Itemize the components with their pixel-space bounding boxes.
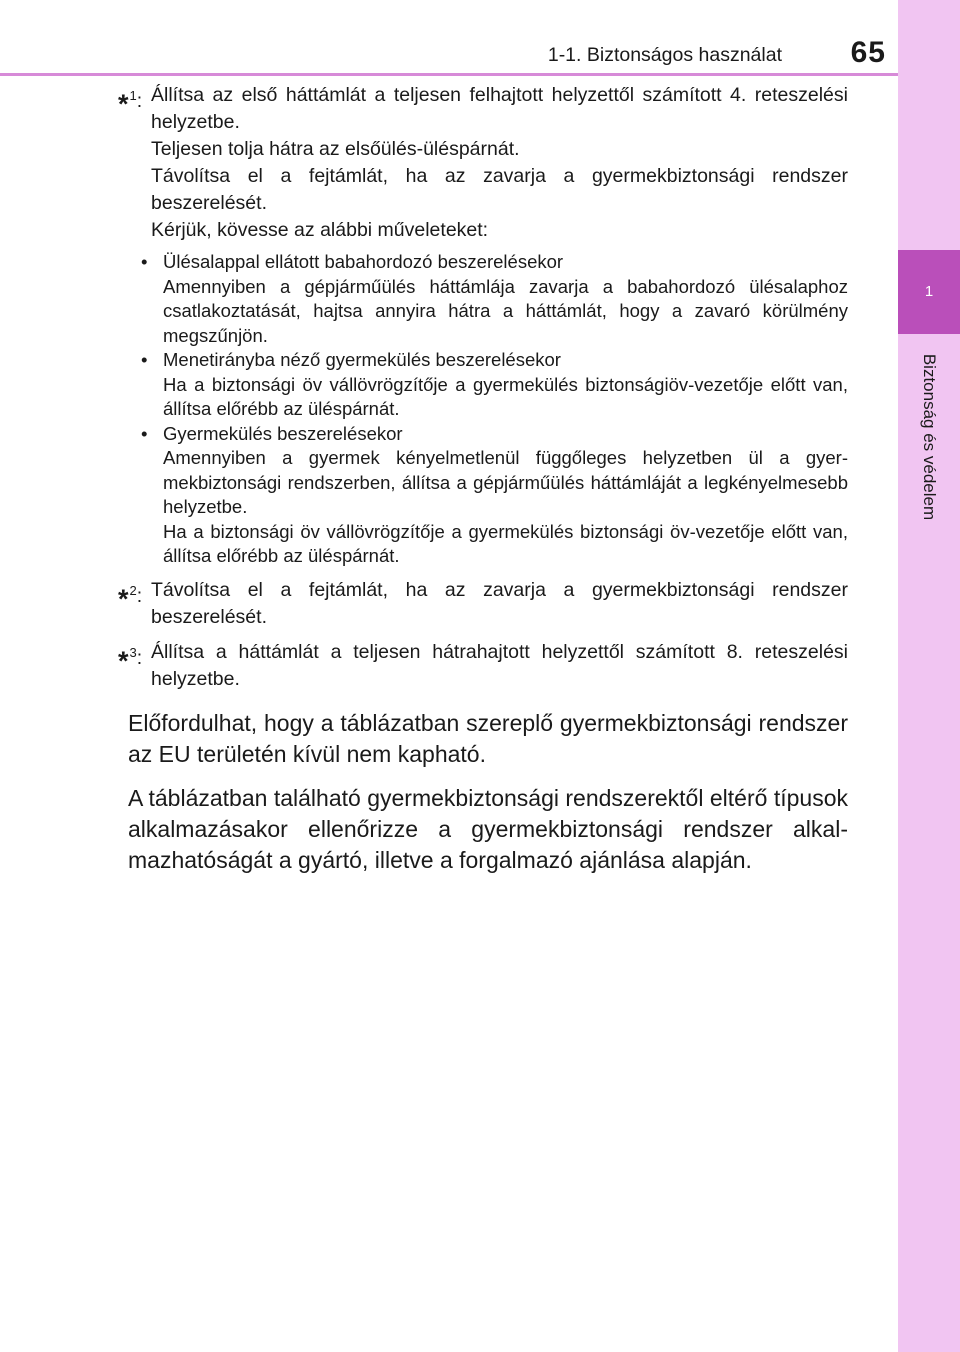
footnote-marker: *$^1$: bbox=[118, 88, 143, 119]
bullet-text: Amennyiben a gépjárműülés háttámlája zavarja a babahordozó ülésalaphoz csatlakoztatását, hajtsa annyira hátra a háttámlát, hogy a zavaró körülmény megszűnjön. bbox=[163, 275, 848, 346]
note-paragraph: Állítsa a háttámlát a teljesen hátrahajtott helyzettől számított 8. reteszelési helyzetbe. bbox=[151, 640, 848, 690]
note-paragraph: Állítsa az első háttámlát a teljesen felhajtott helyzettől számított 4. reteszelési helyzetbe. bbox=[151, 84, 848, 133]
note-paragraph: Távolítsa el a fejtámlát, ha az zavarja a gyermekbiztonsági rendszer beszerelését. bbox=[151, 165, 848, 214]
bullet-heading: Ülésalappal ellátott babahordozó beszerelésekor bbox=[163, 251, 564, 272]
bullet-heading: Menetirányba néző gyermekülés beszerelésekor bbox=[163, 349, 561, 370]
bullet-list bbox=[118, 250, 848, 569]
note-paragraph: Kérjük, kövesse az alábbi műveleteket: bbox=[151, 219, 489, 241]
chapter-sidebar bbox=[898, 0, 960, 1352]
footnote-marker: *$^3$: bbox=[118, 644, 143, 676]
footnote-marker: *$^2$: bbox=[118, 582, 143, 614]
header-divider bbox=[0, 73, 898, 76]
bullet-icon: • bbox=[141, 349, 148, 370]
bullet-text: Amennyiben a gyermek kényelmetlenül függőleges helyzetben ül a gyermekbiztonsági rendszerben, állítsa a gépjárműülés háttámláját a legkényelmesebb helyzetbe. bbox=[163, 447, 848, 517]
bullet-heading: Gyermekülés beszerelésekor bbox=[163, 422, 403, 444]
bullet-icon: • bbox=[141, 422, 148, 444]
body-paragraph: A táblázatban található gyermekbiztonsági rendszerektől eltérő típusok alkalmazásakor ellenőrizze a gyermekbiztonsági rendszer alkalmazhatóságát a gyártó, illetve a forgalmazó ajánlása alapján. bbox=[128, 785, 848, 873]
note-paragraph: Teljesen tolja hátra az elsőülés-üléspárnát. bbox=[151, 138, 520, 160]
list-item bbox=[118, 250, 848, 348]
bullet-text: Ha a biztonsági öv vállövrögzítője a gyermekülés biztonságiöv-vezetője előtt van, állítsa előrébb az üléspárnát. bbox=[163, 373, 848, 419]
bullet-icon: • bbox=[141, 251, 148, 272]
footnote-2 bbox=[118, 577, 848, 631]
bullet-text: Ha a biztonsági öv vállövrögzítője a gyermekülés biztonsági öv-vezetője előtt van, állítsa előrébb az üléspárnát. bbox=[163, 520, 848, 566]
chapter-number-tab[interactable]: 1 bbox=[898, 250, 960, 334]
list-item bbox=[118, 422, 848, 569]
note-paragraph: Távolítsa el a fejtámlát, ha az zavarja a gyermekbiztonsági rendszer beszerelését. bbox=[151, 578, 848, 628]
footnote-1 bbox=[118, 82, 848, 569]
section-title: 1-1. Biztonságos használat bbox=[547, 44, 782, 66]
body-text bbox=[128, 708, 848, 889]
list-item bbox=[118, 348, 848, 422]
page-number: 65 bbox=[850, 36, 886, 69]
footnotes bbox=[118, 82, 848, 701]
chapter-title: Biztonság és védelem bbox=[920, 353, 939, 521]
body-paragraph: Előfordulhat, hogy a táblázatban szereplő gyermekbiztonsági rendszer az EU területén kívül nem kapható. bbox=[128, 710, 848, 767]
footnote-3 bbox=[118, 639, 848, 693]
